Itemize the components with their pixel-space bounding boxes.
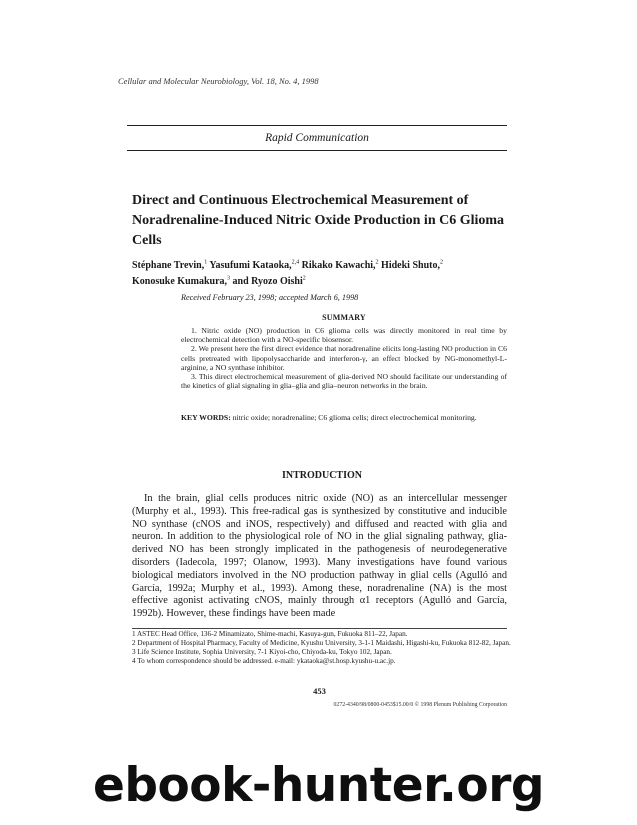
watermark: ebook-hunter.org: [92, 758, 545, 813]
author: Yasufumi Kataoka,$^{2,4}$: [209, 260, 300, 272]
keywords-label: KEY WORDS:: [181, 413, 231, 422]
footnote: 3 Life Science Institute, Sophia University, 7-1 Kiyoi-cho, Chiyoda-ku, Tokyo 102, Japan.: [132, 647, 392, 656]
author-list: [132, 257, 512, 289]
footnote: 1 ASTEC Head Office, 136-2 Minamizato, Shime-machi, Kasuya-gun, Fukuoka 811–22, Japan.: [132, 630, 408, 638]
received-dates: Received February 23, 1998; accepted March 6, 1998: [181, 293, 359, 302]
section-rule: [127, 150, 507, 151]
footnotes: [132, 630, 512, 666]
introduction-body: [132, 493, 507, 621]
footnote-rule: [132, 628, 507, 629]
summary-point: 2. We present here the first direct evidence that noradrenaline elicits long-lasting NO production in C6 cells pretreated with lipopolysaccharide and interferon-γ, an effect blocked by NG-monomethyl-L-arginine, a NO synthase inhibitor.: [181, 344, 507, 372]
author: Stéphane Trevin,$^1$: [132, 260, 208, 272]
author: Rikako Kawachi,$^2$: [301, 260, 379, 272]
author: and Ryozo Oishi$^2$: [232, 275, 306, 288]
author: Hideki Shuto,$^2$: [381, 260, 443, 272]
summary-point: 3. This direct electrochemical measurement of glia-derived NO should facilitate our understanding of the kinetics of glial signaling in glia–glia and glia–neuron networks in the brain.: [181, 372, 507, 391]
keywords: [181, 413, 507, 422]
journal-citation: Cellular and Molecular Neurobiology, Vol. 18, No. 4, 1998: [118, 76, 319, 86]
page-number: 453: [313, 686, 326, 696]
summary-heading: SUMMARY: [322, 313, 366, 322]
introduction-paragraph: In the brain, glial cells produces nitric oxide (NO) as an intercellular messenger (Murphy et al., 1993). This free-radical gas is synthesized by constitutive and inducible NO synthase (cNOS and iNOS, respectively) and diffused and reacted with glia and neuron. In addition to the physiological role of NO in the glial signaling pathway, glia-derived NO has been strongly implicated in the pathogenesis of neurodegenerative disorders (Iadecola, 1997; Olanow, 1993). Many investigations have found various biological mediators involved in the NO production pathway in glial cells (Agulló and García, 1992a; Murphy et al., 1993). Among these, noradrenaline (NA) is the most effective agonist activating cNOS, mainly through α1 receptors (Agulló and García, 1992b). However, these findings have been made: [132, 493, 507, 620]
summary-point: 1. Nitric oxide (NO) production in C6 glioma cells was directly monitored in real time by electrochemical detection with a NO-specific biosensor.: [181, 326, 507, 345]
author: Konosuke Kumakura,$^3$: [132, 275, 231, 288]
keywords-text: nitric oxide; noradrenaline; C6 glioma cells; direct electrochemical monitoring.: [232, 413, 477, 422]
summary-block: [181, 326, 507, 390]
top-rule: [127, 125, 507, 126]
footnote: 2 Department of Hospital Pharmacy, Faculty of Medicine, Kyushu University, 3-1-1 Maidashi, Higashi-ku, Fukuoka 812-82, Japan.: [132, 638, 511, 647]
article-title: Direct and Continuous Electrochemical Measurement of Noradrenaline-Induced Nitric Oxide Production in C6 Glioma Cells: [132, 193, 505, 248]
section-label: Rapid Communication: [265, 132, 369, 144]
copyright-line: 0272-4340/98/0800-0453$15.00/0 © 1998 Plenum Publishing Corporation: [333, 702, 507, 708]
footnote: 4 To whom correspondence should be addressed. e-mail: ykataoka@st.hosp.kyushu-u.ac.jp.: [132, 656, 396, 665]
introduction-heading: INTRODUCTION: [281, 470, 362, 481]
